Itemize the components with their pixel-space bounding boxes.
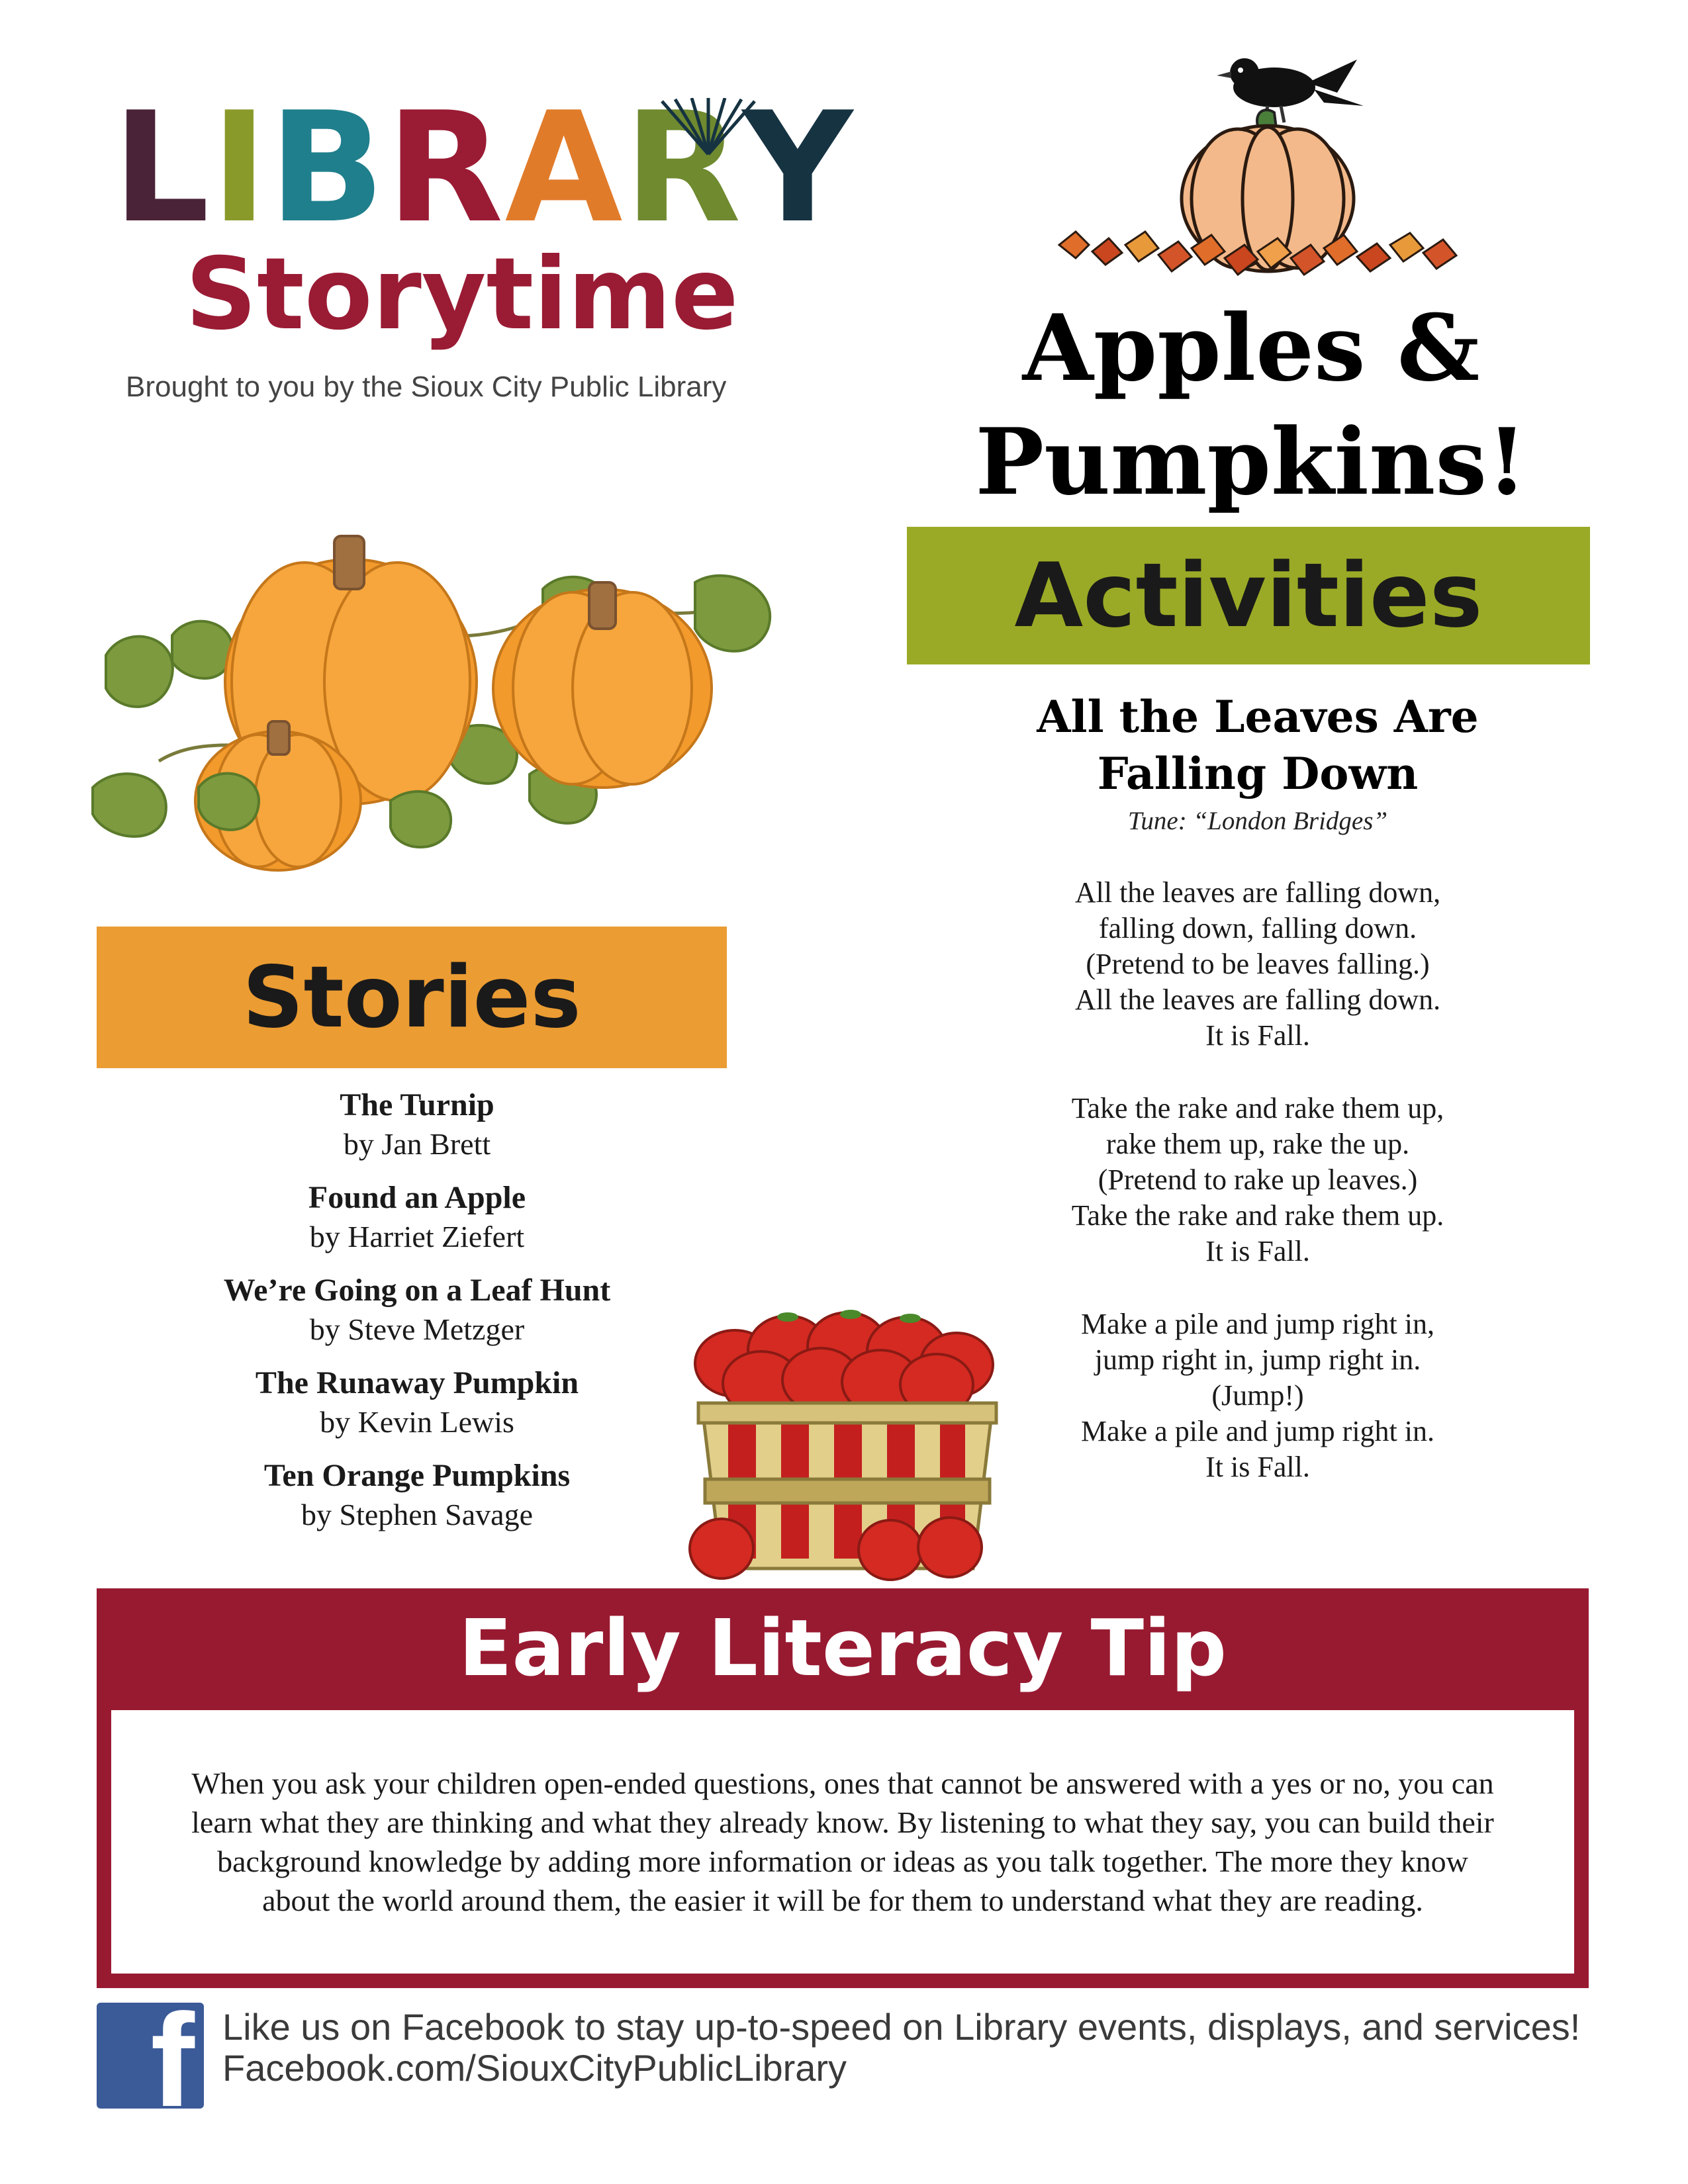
verse-line: falling down, falling down. [1098, 912, 1417, 944]
list-item [106, 1178, 728, 1256]
early-literacy-tip [97, 1588, 1589, 1988]
story-title: The Runaway Pumpkin [255, 1365, 579, 1400]
story-author: by Kevin Lewis [320, 1405, 514, 1439]
song-verse [920, 875, 1595, 1054]
song-activity [920, 688, 1595, 1485]
verse-line: It is Fall. [1205, 1235, 1310, 1267]
story-author: by Harriet Ziefert [309, 1220, 525, 1253]
verse-line: All the leaves are falling down, [1074, 876, 1441, 909]
story-title: We’re Going on a Leaf Hunt [223, 1273, 611, 1308]
logo-rays-icon [655, 98, 761, 158]
footer-message: Like us on Facebook to stay up-to-speed on Library events, displays, and services! [222, 2006, 1581, 2048]
verse-line: All the leaves are falling down. [1074, 983, 1441, 1016]
logo-storytime-word: Storytime [185, 237, 739, 352]
story-author: by Jan Brett [343, 1127, 491, 1161]
song-title [920, 688, 1595, 802]
pumpkin-crow-illustration [1039, 46, 1483, 304]
title-line-2: Pumpkins! [975, 408, 1527, 516]
song-title-line-2: Falling Down [1097, 748, 1419, 799]
verse-line: (Jump!) [1211, 1379, 1304, 1412]
activities-heading: Activities [907, 527, 1590, 664]
facebook-f-glyph: f [150, 2003, 195, 2109]
verse-line: jump right in, jump right in. [1094, 1343, 1421, 1376]
verse-line: (Pretend to rake up leaves.) [1098, 1163, 1418, 1196]
logo-tagline: Brought to you by the Sioux City Public Library [126, 371, 727, 403]
story-author: by Steve Metzger [309, 1312, 525, 1346]
tip-body [111, 1710, 1574, 1974]
logo-letter: R [624, 80, 743, 257]
footer [222, 2007, 1586, 2089]
story-title: Ten Orange Pumpkins [263, 1458, 571, 1493]
facebook-link[interactable]: Facebook.com/SiouxCityPublicLibrary [222, 2047, 847, 2089]
story-author: by Stephen Savage [301, 1498, 534, 1531]
logo-library-word [113, 80, 855, 257]
list-item [106, 1085, 728, 1163]
list-item [106, 1271, 728, 1349]
song-tune: Tune: “London Bridges” [1127, 807, 1388, 835]
library-storytime-logo [113, 80, 855, 437]
verse-line: Take the rake and rake them up. [1071, 1199, 1444, 1232]
title-line-1: Apples & [1022, 294, 1480, 402]
logo-letter: Y [742, 80, 855, 257]
verse-line: Make a pile and jump right in, [1081, 1308, 1434, 1340]
story-title: The Turnip [340, 1087, 494, 1122]
verse-line: Take the rake and rake them up, [1071, 1092, 1444, 1124]
verse-line: Make a pile and jump right in. [1081, 1415, 1434, 1447]
logo-letter: B [269, 80, 387, 257]
list-item [106, 1363, 728, 1441]
apple-basket-illustration [688, 1304, 1006, 1588]
facebook-icon[interactable] [97, 2003, 204, 2109]
tip-text: When you ask your children open-ended questions, ones that cannot be answered with a yes or no, you can learn what they are thinking and what they already know. By listening to what they say, you can build their background knowledge by adding more information or ideas as you talk together. The more they know about the world around them, the easier it will be for them to understand what they are reading. [191, 1766, 1494, 1917]
crow-icon [1217, 58, 1364, 122]
logo-letter: A [504, 80, 624, 257]
song-verse [920, 1091, 1595, 1269]
logo-letter: R [386, 80, 505, 257]
verse-line: It is Fall. [1205, 1019, 1310, 1052]
verse-line: (Pretend to be leaves falling.) [1086, 948, 1430, 980]
verse-line: rake them up, rake the up. [1105, 1128, 1410, 1160]
list-item [106, 1456, 728, 1534]
story-title: Found an Apple [308, 1180, 526, 1215]
song-verse [920, 1306, 1595, 1485]
stories-list [106, 1085, 728, 1549]
tip-heading: Early Literacy Tip [458, 1602, 1227, 1694]
logo-letter: I [211, 80, 269, 257]
logo-letter: L [113, 80, 211, 257]
verse-line: It is Fall. [1205, 1451, 1310, 1483]
song-title-line-1: All the Leaves Are [1037, 691, 1479, 743]
page-title [920, 291, 1582, 519]
pumpkin-patch-illustration [79, 523, 821, 880]
stories-heading: Stories [97, 927, 727, 1068]
